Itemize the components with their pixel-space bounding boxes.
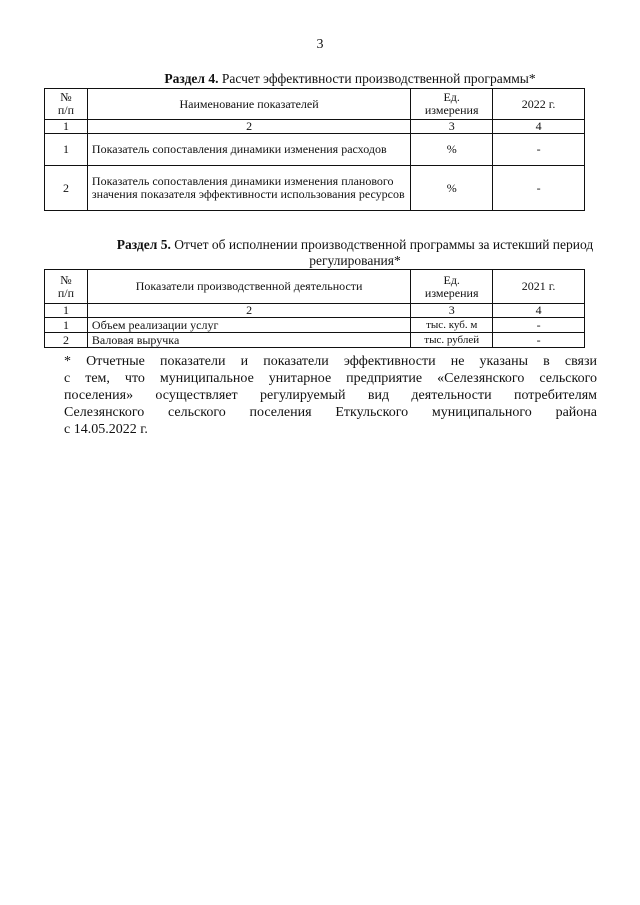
row-number: 1 xyxy=(45,318,88,333)
row-unit: тыс. куб. м xyxy=(411,318,493,333)
numbering-cell: 1 xyxy=(45,304,88,318)
numbering-cell: 4 xyxy=(493,120,585,134)
footnote-line: с тем, что муниципальное унитарное предприятие «Селезянского сельского xyxy=(64,371,597,386)
row-value: - xyxy=(493,166,585,211)
header-cell-unit: Ед. измерения xyxy=(411,270,493,304)
section-4-title-number: Раздел 4. xyxy=(164,71,219,86)
table-numbering-row xyxy=(45,120,585,134)
section-4-title xyxy=(120,71,580,87)
numbering-cell: 4 xyxy=(493,304,585,318)
section-4-table xyxy=(44,88,585,211)
footnote-line: Селезянского сельского поселения Еткульского муниципального района xyxy=(64,405,597,420)
row-number: 1 xyxy=(45,134,88,166)
header-cell-year: 2022 г. xyxy=(493,89,585,120)
section-5-table xyxy=(44,269,585,348)
row-number: 2 xyxy=(45,333,88,348)
table-numbering-row xyxy=(45,304,585,318)
numbering-cell: 3 xyxy=(411,120,493,134)
footnote xyxy=(64,353,597,438)
section-5-title-text: Отчет об исполнении производственной программы за истекший период регулирования* xyxy=(170,237,594,268)
table-header-row xyxy=(45,270,585,304)
table-row xyxy=(45,134,585,166)
table-row xyxy=(45,166,585,211)
row-name: Показатель сопоставления динамики изменения планового значения показателя эффективности использования ресурсов xyxy=(87,166,410,211)
row-unit: тыс. рублей xyxy=(411,333,493,348)
table-header-row xyxy=(45,89,585,120)
footnote-line: с 14.05.2022 г. xyxy=(64,422,148,437)
page-number: 3 xyxy=(316,37,324,52)
row-unit: % xyxy=(411,134,493,166)
footnote-line: поселения» осуществляет регулируемый вид деятельности потребителям xyxy=(64,388,597,403)
numbering-cell: 1 xyxy=(45,120,88,134)
table-row xyxy=(45,333,585,348)
numbering-cell: 2 xyxy=(87,120,410,134)
numbering-cell: 3 xyxy=(411,304,493,318)
section-5-title-number: Раздел 5. xyxy=(116,237,171,252)
footnote-line: * Отчетные показатели и показатели эффективности не указаны в связи xyxy=(64,354,597,369)
row-value: - xyxy=(493,134,585,166)
header-cell-number: № п/п xyxy=(45,89,88,120)
header-cell-name: Показатели производственной деятельности xyxy=(87,270,410,304)
row-number: 2 xyxy=(45,166,88,211)
header-cell-number: № п/п xyxy=(45,270,88,304)
row-name: Показатель сопоставления динамики изменения расходов xyxy=(87,134,410,166)
section-5-title xyxy=(90,237,620,269)
row-unit: % xyxy=(411,166,493,211)
row-value: - xyxy=(493,318,585,333)
numbering-cell: 2 xyxy=(87,304,410,318)
header-cell-name: Наименование показателей xyxy=(87,89,410,120)
header-cell-unit: Ед. измерения xyxy=(411,89,493,120)
section-4-title-text: Расчет эффективности производственной программы* xyxy=(218,71,536,86)
row-name: Объем реализации услуг xyxy=(87,318,410,333)
table-row xyxy=(45,318,585,333)
header-cell-year: 2021 г. xyxy=(493,270,585,304)
row-value: - xyxy=(493,333,585,348)
row-name: Валовая выручка xyxy=(87,333,410,348)
